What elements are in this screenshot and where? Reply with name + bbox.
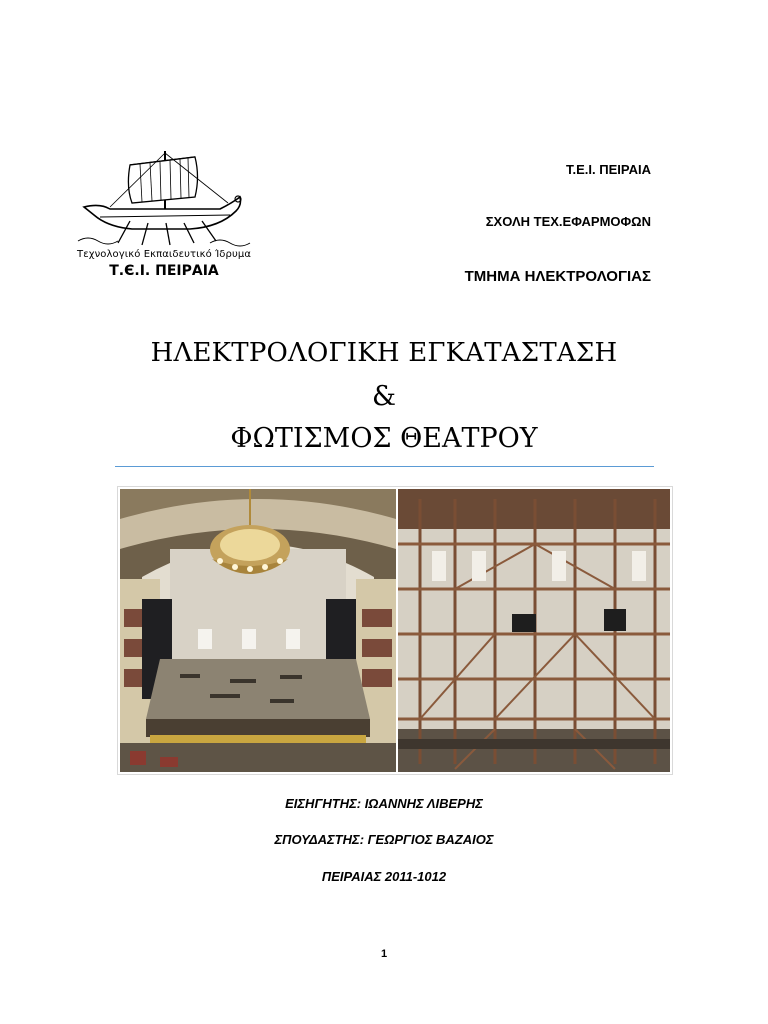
title-line-2: ΦΩΤΙΣΜΟΣ ΘΕΑΤΡΟΥ	[230, 423, 538, 454]
place-year-line: ΠΕΙΡΑΙΑΣ 2011-1012	[321, 869, 447, 884]
title-ampersand: &	[371, 381, 397, 412]
title-line-1: ΗΛΕΚΤΡΟΛΟΓΙΚΗ ΕΓΚΑΤΑΣΤΑΣΗ	[150, 338, 618, 368]
student-line: ΣΠΟΥΔΑΣΤΗΣ: ΓΕΩΡΓΙΟΣ ΒΑΖΑΙΟΣ	[274, 832, 494, 847]
institution-logo	[70, 145, 258, 285]
logo-name: Τ.Є.Ι. ΠΕΙΡΑΙΑ	[109, 263, 219, 279]
department-name: ΤΜΗΜΑ ΗΛΕΚΤΡΟΛΟΓΙΑΣ	[464, 268, 651, 285]
cover-photos	[117, 486, 673, 775]
theater-stage-scaffolding-photo	[398, 489, 670, 772]
page-number: 1	[380, 948, 388, 960]
logo-caption: Τεχνολογικό Εκπαιδευτικό Ίδρυμα	[76, 249, 252, 260]
title-divider	[115, 466, 654, 467]
institution-name: Τ.Ε.Ι. ΠΕΙΡΑΙΑ	[565, 162, 651, 177]
instructor-line: ΕΙΣΗΓΗΤΗΣ: ΙΩΑΝΝΗΣ ΛΙΒΕΡΗΣ	[285, 796, 483, 811]
theater-auditorium-chandelier-photo	[120, 489, 396, 772]
ship-logo-icon	[70, 145, 258, 249]
school-name: ΣΧΟΛΗ ΤΕΧ.ΕΦΑΡΜΟΦΩΝ	[485, 214, 651, 229]
